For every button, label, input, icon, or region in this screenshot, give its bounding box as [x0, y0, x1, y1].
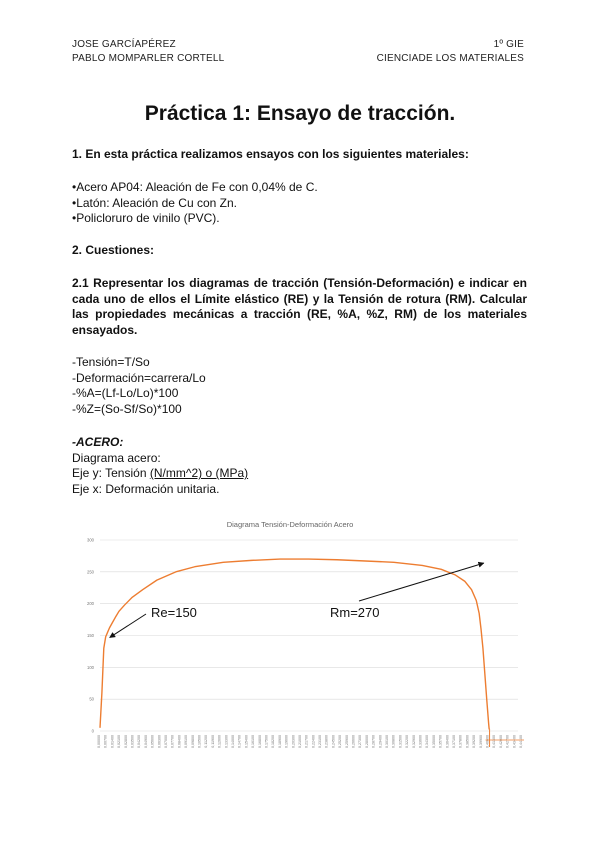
x-tick-label: 0,11200	[204, 735, 209, 748]
yaxis-units: (N/mm^2) o (MPa)	[149, 466, 249, 480]
x-tick-label: 0,30800	[391, 735, 396, 748]
x-tick-label: 0,35700	[438, 735, 443, 748]
x-tick-label: 0,19600	[284, 735, 289, 748]
x-tick-label: 0,34300	[425, 735, 430, 748]
x-tick-label: 0,22400	[311, 735, 316, 748]
chart-title: Diagrama Tensión-Deformación Acero	[226, 520, 354, 529]
list-item: • Acero AP04: Aleación de Fe con 0,04% de C.	[72, 180, 527, 196]
acero-heading: -ACERO:	[72, 435, 124, 449]
x-tick-label: 0,23100	[318, 735, 323, 748]
x-tick-label: 0,02800	[123, 735, 128, 748]
x-tick-label: 0,21700	[304, 735, 309, 748]
materials-list	[72, 180, 527, 227]
x-tick-label: 0,09100	[184, 735, 189, 748]
author-1: JOSE GARCÍAPÉREZ	[72, 39, 176, 50]
stress-strain-chart	[72, 516, 528, 772]
x-tick-label: 0,00700	[103, 735, 108, 748]
y-tick-label: 150	[87, 633, 94, 638]
x-tick-label: 0,03500	[130, 735, 135, 748]
rm-annotation: Rm=270	[330, 605, 380, 620]
x-tick-label: 0,10500	[197, 735, 202, 748]
x-tick-label: 0,11900	[210, 735, 215, 748]
question-2-1: 2.1 Representar los diagramas de tracción (Tensión-Deformación) e indicar en cada uno de ellos el Límite elástico (RE) y la Tensión de rotura (RM). Calcular las propiedades mecánicas a tracción (RE, %A, %Z, RM) de los materiales ensayados.	[72, 276, 527, 337]
x-tick-label: 0,16800	[257, 735, 262, 748]
x-tick-label: 0,39900	[478, 735, 483, 748]
x-tick-label: 0,25200	[338, 735, 343, 748]
x-tick-label: 0,13300	[224, 735, 229, 748]
list-item: • Latón: Aleación de Cu con Zn.	[72, 196, 527, 212]
x-tick-label: 0,27300	[358, 735, 363, 748]
x-tick-label: 0,18200	[271, 735, 276, 748]
x-tick-label: 0,06300	[157, 735, 162, 748]
formulas-list	[72, 355, 527, 417]
acero-yaxis-desc	[72, 466, 527, 482]
x-tick-label: 0,32900	[411, 735, 416, 748]
x-tick-label: 0,41300	[492, 735, 497, 748]
section2-heading: 2. Cuestiones:	[72, 243, 155, 257]
x-tick-label: 0,07700	[170, 735, 175, 748]
formula-item: -Tensión=T/So	[72, 355, 150, 369]
page-title: Práctica 1: Ensayo de tracción.	[144, 102, 456, 125]
formula-item: -%Z=(So-Sf/So)*100	[72, 401, 182, 416]
x-tick-label: 0,33600	[418, 735, 423, 748]
x-tick-label: 0,05600	[150, 735, 155, 748]
acero-xaxis-desc: Eje x: Deformación unitaria.	[72, 481, 220, 496]
x-tick-label: 0,26600	[351, 735, 356, 748]
y-tick-label: 100	[87, 664, 94, 670]
header-course-info	[377, 38, 524, 66]
x-tick-label: 0,30100	[385, 735, 390, 748]
x-tick-label: 0,25900	[344, 735, 349, 748]
x-tick-label: 0,14700	[237, 735, 242, 748]
yaxis-prefix: Eje y: Tensión	[72, 466, 150, 480]
y-tick-label: 0	[91, 728, 94, 734]
x-tick-label: 0,15400	[244, 735, 249, 748]
y-tick-label: 200	[87, 601, 94, 607]
x-tick-label: 0,40600	[485, 735, 490, 748]
header-authors	[72, 38, 224, 66]
x-tick-label: 0,20300	[291, 735, 296, 748]
x-tick-label: 0,39200	[472, 735, 477, 748]
x-tick-label: 0,00000	[97, 735, 101, 748]
x-tick-label: 0,09800	[190, 735, 195, 748]
x-tick-label: 0,42700	[505, 735, 510, 748]
y-tick-label: 300	[87, 537, 94, 543]
x-tick-label: 0,24500	[331, 735, 336, 748]
section1-heading: 1. En esta práctica realizamos ensayos con los siguientes materiales:	[72, 147, 469, 161]
x-tick-label: 0,37100	[452, 735, 457, 748]
x-tick-label: 0,08400	[177, 735, 182, 748]
x-tick-label: 0,07000	[163, 735, 168, 748]
author-2: PABLO MOMPARLER CORTELL	[72, 53, 225, 64]
x-tick-label: 0,31500	[398, 735, 403, 748]
x-tick-label: 0,04200	[137, 735, 142, 748]
x-tick-label: 0,28700	[371, 735, 376, 748]
x-tick-label: 0,12600	[217, 735, 222, 748]
y-tick-label: 250	[87, 569, 94, 575]
x-tick-label: 0,28000	[364, 735, 369, 748]
x-tick-label: 0,17500	[264, 735, 269, 748]
chart-background	[72, 516, 528, 772]
subject-label: CIENCIADE LOS MATERIALES	[376, 53, 524, 64]
x-tick-label: 0,23800	[324, 735, 329, 748]
x-tick-label: 0,21000	[297, 735, 302, 748]
x-tick-label: 0,36400	[445, 735, 450, 748]
re-annotation: Re=150	[151, 605, 197, 620]
x-tick-label: 0,14000	[230, 735, 235, 748]
acero-diagram-label: Diagrama acero:	[72, 450, 161, 465]
x-tick-label: 0,43400	[512, 735, 517, 748]
formula-item: -Deformación=carrera/Lo	[72, 370, 206, 385]
x-tick-label: 0,42000	[498, 735, 503, 748]
formula-item: -%A=(Lf-Lo/Lo)*100	[72, 386, 179, 400]
x-tick-label: 0,02100	[117, 735, 122, 748]
x-tick-label: 0,35000	[431, 735, 436, 748]
x-tick-label: 0,01400	[110, 735, 115, 748]
x-tick-label: 0,32200	[405, 735, 410, 748]
x-tick-label: 0,44100	[519, 735, 523, 748]
x-tick-label: 0,29400	[378, 735, 383, 748]
x-tick-label: 0,16100	[251, 735, 256, 748]
list-item: • Policloruro de vinilo (PVC).	[72, 211, 527, 227]
x-tick-label: 0,37800	[458, 735, 463, 748]
x-tick-label: 0,38500	[465, 735, 470, 748]
y-tick-label: 50	[89, 696, 94, 702]
acero-section	[72, 435, 527, 497]
x-tick-label: 0,18900	[277, 735, 282, 748]
course-label: 1º GIE	[493, 39, 524, 50]
x-tick-label: 0,04900	[143, 735, 148, 748]
